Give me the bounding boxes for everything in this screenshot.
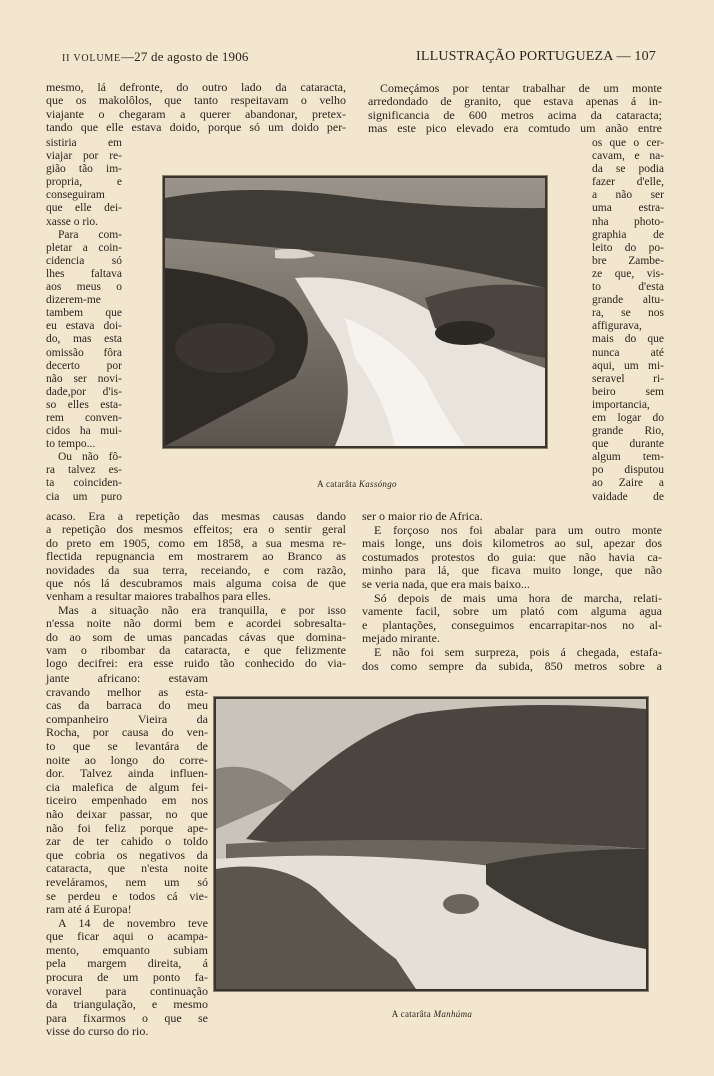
text-line: propria, e xyxy=(46,176,122,189)
text-line: dizerem-me xyxy=(46,294,101,307)
text-line: to tempo... xyxy=(46,438,96,451)
text-line: os que o cer- xyxy=(592,137,664,149)
text-line: omissão fôra xyxy=(46,346,122,359)
text-line: mejado mirante. xyxy=(362,631,440,646)
text-line: E forçoso nos foi abalar para um outro monte xyxy=(374,522,662,537)
caption-kassongo xyxy=(317,479,397,489)
caption-manhuma xyxy=(392,1009,472,1019)
text-line: Começámos por tentar trabalhar de um monte xyxy=(380,81,662,95)
text-line: aos meus o xyxy=(46,281,122,294)
text-line: cidos ha mui- xyxy=(46,425,122,438)
text-line: rem conven- xyxy=(46,411,122,424)
cataract-image xyxy=(216,699,646,989)
photo-kassongo-cataract xyxy=(163,176,547,448)
text-line: mento, emquanto subiam xyxy=(46,942,208,957)
text-line: que durante xyxy=(592,438,664,451)
text-line: fazer d'elle, xyxy=(592,176,664,189)
text-line: do preto em 1905, como em 1858, a sua mesma re- xyxy=(46,535,346,550)
text-line: cavam, e na- xyxy=(592,150,664,163)
issue-date: —27 de agosto de 1906 xyxy=(120,49,249,64)
text-line: grande altu- xyxy=(592,294,664,307)
text-line: aqui, um mi- xyxy=(592,359,664,372)
running-header-title-page: ILLUSTRAÇÃO PORTUGUEZA — 107 xyxy=(415,49,656,64)
text-line: costumados protestos do guia: que não havia ca- xyxy=(362,549,662,564)
text-line: e plantações, conseguimos encarrapitar-nos no al- xyxy=(362,617,662,632)
text-line: da se podia xyxy=(592,163,664,176)
text-line: to que se levantára de xyxy=(46,738,208,753)
text-line: mesmo, lá defronte, do outro lado da cataracta, xyxy=(46,80,346,94)
text-line: tambem que xyxy=(46,307,122,320)
text-line: cataracta, que n'esta noite xyxy=(46,861,208,876)
text-line: n'essa noite não dormi bem e acordei sobresalta- xyxy=(46,616,346,631)
text-line: não deixar passar, no que xyxy=(46,806,208,821)
text-line: se perdeu e todos cá vie- xyxy=(46,888,208,903)
text-line: arredondado de granito, que estava apenas á in- xyxy=(368,94,662,109)
text-right-narrow xyxy=(592,137,664,504)
text-line: ra talvez es- xyxy=(46,464,122,477)
text-line: decerto por xyxy=(46,359,122,372)
text-line: jante africano: estavam xyxy=(46,671,208,685)
text-line: sistiria em xyxy=(46,137,122,149)
photo-manhuma-cataract xyxy=(214,697,648,991)
text-left-top xyxy=(46,81,346,135)
text-line: eu estava doi- xyxy=(46,320,122,333)
text-line: cidencia só xyxy=(46,254,122,267)
text-line: nunca até xyxy=(592,346,664,359)
text-right-bottom xyxy=(362,510,662,673)
text-line: A 14 de novembro teve xyxy=(58,915,208,930)
text-line: minho para lá, que ficava muito longe, que não xyxy=(362,563,662,578)
text-line: visse do curso do rio. xyxy=(46,1024,149,1039)
text-line: mas este pico elevado era comtudo um anão entre xyxy=(368,121,662,136)
text-line: a repetição dos mesmos effeitos; era o sentir geral xyxy=(46,522,346,537)
text-line: mais do que xyxy=(592,333,664,346)
text-line: seravel ri- xyxy=(592,372,664,385)
text-line: viajar por re- xyxy=(46,150,122,163)
text-line: ra, se nos xyxy=(592,307,664,320)
text-line: algum tem- xyxy=(592,451,664,464)
text-line: ticeiro empenhado em nos xyxy=(46,793,208,808)
text-line: viajante o chegaram a querer abandonar, pretex- xyxy=(46,106,346,121)
text-line: Ou não fô- xyxy=(58,451,122,464)
text-line: em logar do xyxy=(592,411,664,424)
text-line: lhes faltava xyxy=(46,267,122,280)
text-line: não foi feliz porque ape- xyxy=(46,820,208,835)
text-line: ser o maior rio de Africa. xyxy=(362,509,483,523)
text-line: dos como sempre da subida, 850 metros sobre a xyxy=(362,658,662,673)
text-line: acaso. Era a repetição das mesmas causas dando xyxy=(46,509,346,523)
text-right-top xyxy=(368,82,662,136)
text-line: dade,por d'is- xyxy=(46,385,122,398)
text-line: nha photo- xyxy=(592,215,664,228)
caption-prefix: A catarâta xyxy=(391,1009,434,1019)
cataract-image xyxy=(165,178,545,446)
text-line: para fixarmos o que se xyxy=(46,1010,208,1025)
text-line: conseguiram xyxy=(46,189,105,202)
text-line: que ficar aqui o acampa- xyxy=(46,929,208,944)
text-line: venham a resultar maiores trabalhos para elles. xyxy=(46,589,271,604)
text-line: to d'esta xyxy=(592,281,664,294)
text-line: que elle dei- xyxy=(46,202,122,215)
text-line: bre Zambe- xyxy=(592,254,664,267)
text-line: ta coinciden- xyxy=(46,477,122,490)
text-line: do, mas esta xyxy=(46,333,122,346)
text-line: leito do po- xyxy=(592,241,664,254)
text-line: vaidade de xyxy=(592,490,664,503)
text-line: Rocha, por causa do ven- xyxy=(46,725,208,740)
text-line: que cobria os negativos da xyxy=(46,847,208,862)
text-line: cia malefica de algum fei- xyxy=(46,779,208,794)
caption-prefix: A catarâta xyxy=(317,479,359,489)
text-line: noite ao longo do corre- xyxy=(46,752,208,767)
text-line: beiro sem xyxy=(592,385,664,398)
text-line: affigurava, xyxy=(592,320,642,333)
text-line: ze que, vis- xyxy=(592,267,664,280)
text-line: flectida repugnancia em mostrarem ao Branco as xyxy=(46,549,346,564)
text-line: so elles esta- xyxy=(46,398,122,411)
text-line: cas da barraca do meu xyxy=(46,698,208,713)
text-line: vamente facil, sobre um plató com alguma agua xyxy=(362,604,662,619)
text-line: da triangulação, e mesmo xyxy=(46,997,208,1012)
text-line: voravel para continuação xyxy=(46,983,208,998)
text-left-narrow xyxy=(46,137,122,504)
text-line: graphia de xyxy=(592,228,664,241)
text-left-bottom xyxy=(46,672,208,1039)
text-line: reveláramos, nem um só xyxy=(46,874,208,889)
text-line: pela margem direita, á xyxy=(46,956,208,971)
text-left-middle xyxy=(46,510,346,671)
text-line: significancia de 600 metros acima da cataracta; xyxy=(368,107,662,122)
running-header-volume-date xyxy=(62,49,249,65)
caption-name: Manhúma xyxy=(433,1009,473,1019)
text-line: Para com- xyxy=(58,228,122,241)
text-line: uma estra- xyxy=(592,202,664,215)
text-line: procura de um ponto fa- xyxy=(46,970,208,985)
text-line: po disputou xyxy=(592,464,664,477)
text-line: ram até á Europa! xyxy=(46,902,132,917)
text-line: gião tão im- xyxy=(46,163,122,176)
text-line: vam o ribombar da cataracta, e que felizmente xyxy=(46,642,346,657)
text-line: tando que elle estava doido, porque só um doido per- xyxy=(46,120,346,135)
text-line: logo decifrei: era esse ruido tão conhecido do via- xyxy=(46,656,346,671)
text-line: cia um puro xyxy=(46,490,122,503)
text-line: companheiro Vieira da xyxy=(46,711,208,726)
text-line: E não foi sem surpreza, pois á chegada, estafa- xyxy=(374,644,662,659)
text-line: não ser novi- xyxy=(46,372,122,385)
text-line: se veria nada, que era mais baixo... xyxy=(362,576,530,591)
text-line: zar de ter cahido o toldo xyxy=(46,834,208,849)
caption-name: Kassóngo xyxy=(358,479,397,489)
text-line: que os makolôlos, que tanto respeitavam o velho xyxy=(46,93,346,108)
text-line: que nós lá descubramos mais alguma coisa de que xyxy=(46,575,346,590)
text-line: novidades da sua terra, receiando, e com razão, xyxy=(46,562,346,577)
text-line: importancia, xyxy=(592,398,650,411)
text-line: grande Rio, xyxy=(592,425,664,438)
text-line: Mas a situação não era tranquilla, e por isso xyxy=(58,602,346,617)
text-line: ao Zaire a xyxy=(592,477,664,490)
text-line: a não ser xyxy=(592,189,664,202)
text-line: mais longe, uns dois kilometros ao sul, apezar dos xyxy=(362,536,662,551)
text-line: pletar a coin- xyxy=(46,241,122,254)
text-line: dor. Talvez ainda influen- xyxy=(46,766,208,781)
text-line: Só depois de mais uma hora de marcha, relati- xyxy=(374,590,662,605)
text-line: do ao som de umas pancadas cávas que domina- xyxy=(46,629,346,644)
text-line: xasse o rio. xyxy=(46,215,99,228)
volume-label: II VOLUME xyxy=(62,53,121,64)
text-line: cravando melhor as esta- xyxy=(46,684,208,699)
